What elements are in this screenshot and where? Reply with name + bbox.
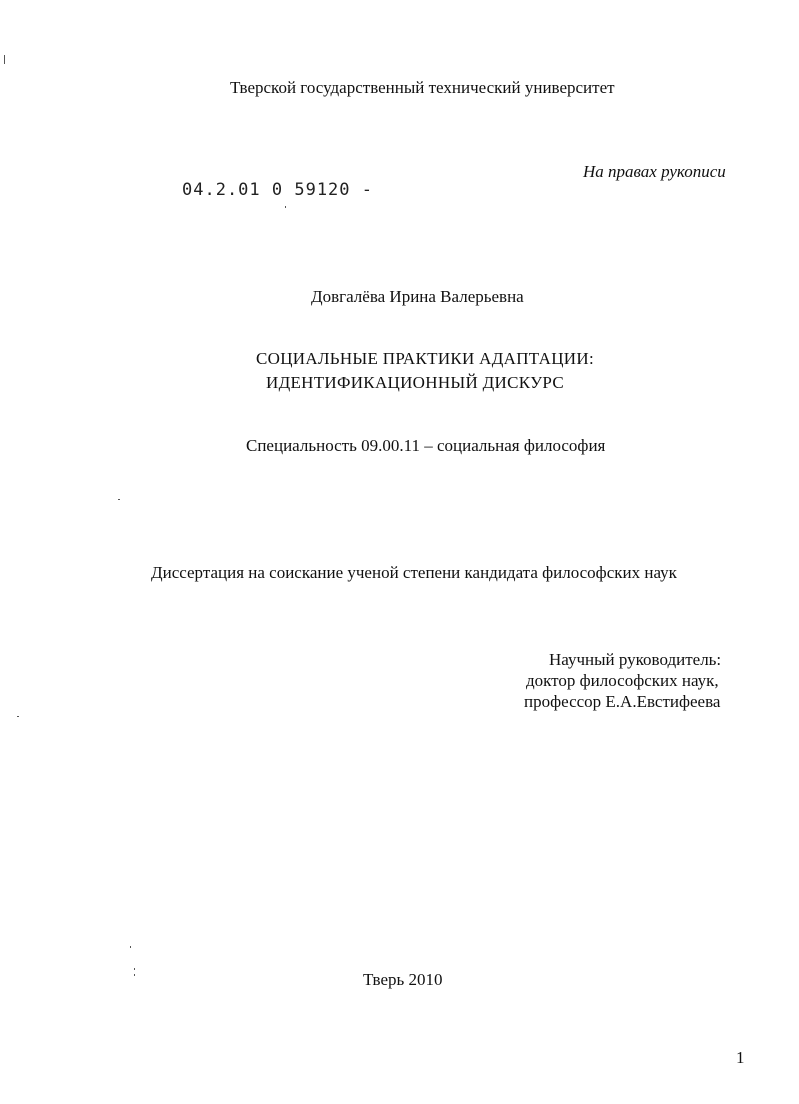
advisor-degree: доктор философских наук, <box>526 671 719 690</box>
university-name: Тверской государственный технический университет <box>230 78 615 97</box>
archive-stamp-number: 04.2.01 0 59120 - <box>182 180 373 200</box>
dissertation-line: Диссертация на соискание ученой степени кандидата философских наук <box>151 563 677 582</box>
scan-mark <box>118 499 120 500</box>
page-number: 1 <box>736 1048 745 1067</box>
advisor-name: профессор Е.А.Евстифеева <box>524 692 721 711</box>
scan-mark <box>17 716 19 717</box>
manuscript-note: На правах рукописи <box>583 162 726 181</box>
advisor-label: Научный руководитель: <box>549 650 722 669</box>
scan-mark <box>4 55 5 64</box>
scan-mark <box>130 946 131 948</box>
scan-mark <box>134 968 135 970</box>
scan-mark <box>134 974 135 976</box>
specialty: Специальность 09.00.11 – социальная философия <box>246 436 606 455</box>
city-year: Тверь 2010 <box>363 970 443 989</box>
scan-mark <box>285 206 286 208</box>
title-line-1: СОЦИАЛЬНЫЕ ПРАКТИКИ АДАПТАЦИИ: <box>256 349 594 368</box>
title-line-2: ИДЕНТИФИКАЦИОННЫЙ ДИСКУРС <box>266 373 565 392</box>
author-name: Довгалёва Ирина Валерьевна <box>311 287 524 306</box>
